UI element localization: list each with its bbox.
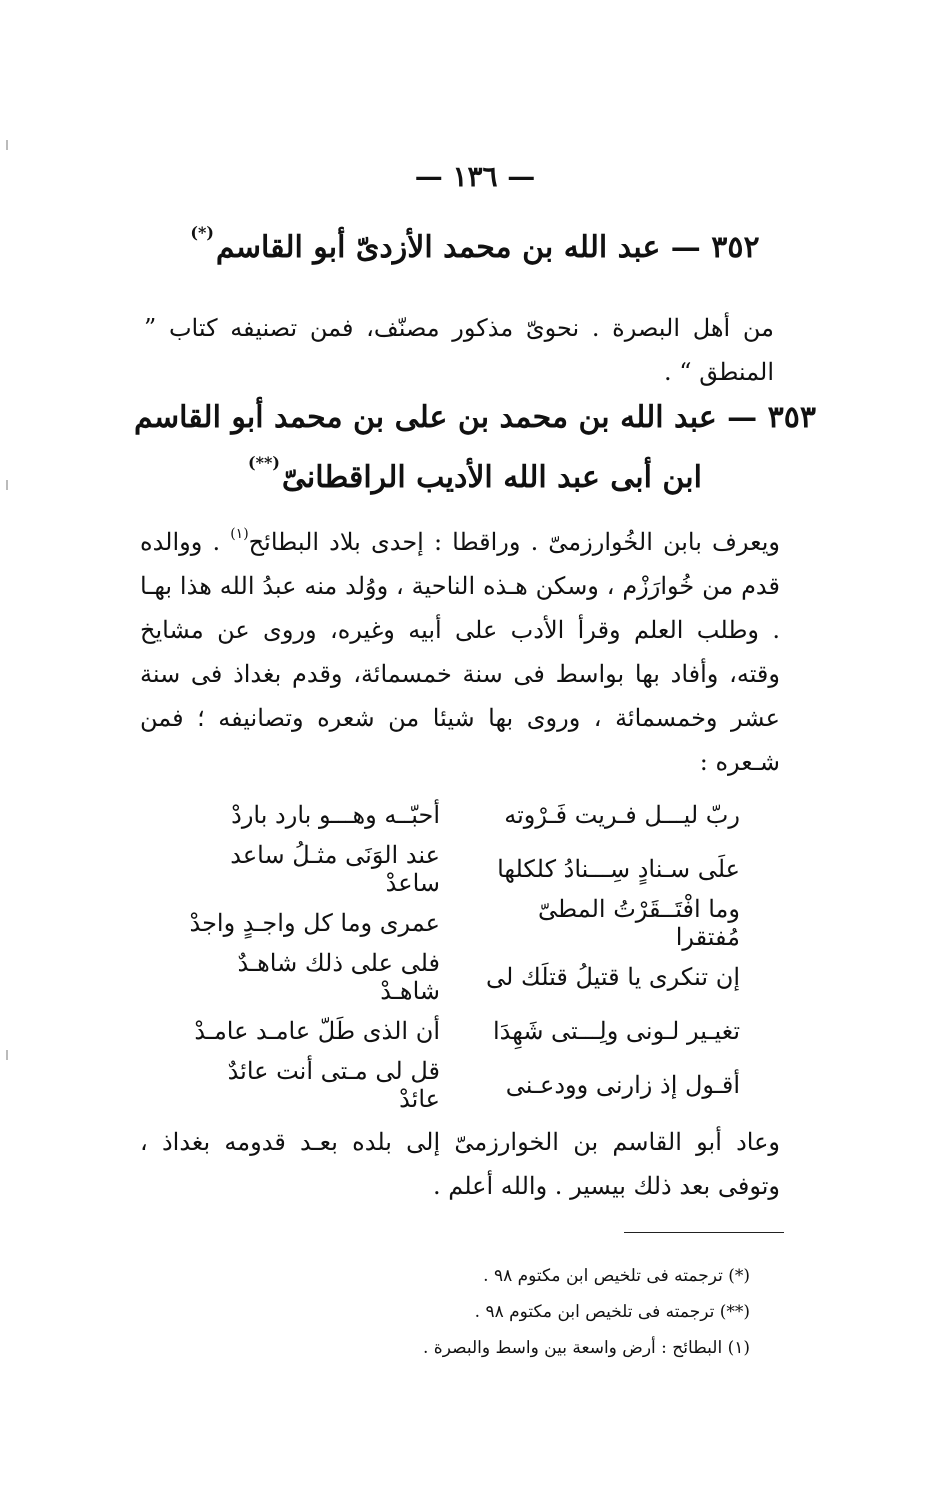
margin-mark	[6, 480, 8, 490]
footnote: (١) البطائح : أرض واسعة بين واسط والبصرة .	[422, 1338, 750, 1358]
verse-second-hemistich: فلى على ذلك شاهـدٌ شاهـدْ	[237, 949, 440, 1005]
entry-352-body: من أهل البصرة . نحوىّ مذكور مصنّف، فمن تصنيفه كتاب ” المنطق “ .	[144, 314, 774, 386]
entry-352-footnote-marker: (*)	[190, 223, 214, 242]
footnotes	[230, 1258, 750, 1366]
verse-first-hemistich: تغيـير لـونى ولِـــتى شَهِدَا	[492, 1017, 740, 1045]
footnote: (*) ترجمته فى تلخيص ابن مكتوم ٩٨ .	[483, 1266, 750, 1286]
poem-verse	[180, 788, 740, 842]
entry-353-body-part2: . ووالده قدم من خُوارَزْم ، وسكن هـذه الناحية ، ووُلد منه عبدُ الله هذا بهـا . وطلب العلم وقرأ الأدب على أبيه وغيره، وروى عن مشايخ وقته، وأفاد بها بواسط فى سنة خمسمائة، وقدم بغداذ فى سنة عشر وخمسمائة ، وروى بها شيئا من شعره وتصانيفه ؛ فمن شـعره :	[140, 528, 780, 776]
verse-first-hemistich: وما افْتَــقَرْتُ المطىّ مُفتقرا	[538, 895, 740, 951]
poem	[180, 788, 740, 1112]
verse-second-hemistich: عند الوَنَى مثـلُ ساعد ساعدْ	[230, 841, 440, 897]
verse-first-hemistich: ربّ ليـــل فـريت فَـرْوته	[504, 801, 740, 829]
poem-verse	[180, 896, 740, 950]
entry-353-heading-line2-text: ابن أبى عبد الله الأديب الراقطانىّ	[281, 460, 702, 495]
page-number: — ١٣٦ —	[414, 160, 536, 193]
entry-353-heading-line2	[0, 453, 950, 499]
footnote-ref-1: (١)	[230, 526, 249, 542]
entry-353-body-part1: ويعرف بابن الخُوارزمىّ . وراقطا : إحدى بلاد البطائح	[248, 528, 781, 556]
entry-353-heading-line1: ٣٥٣ — عبد الله بن محمد بن على بن محمد أبو القاسم	[134, 400, 816, 435]
verse-second-hemistich: عمرى وما كل واجـدٍ واجدْ	[189, 909, 440, 937]
closing-paragraph: وعاد أبو القاسم بن الخوارزمىّ إلى بلده بعـد قدومه بغداذ ، وتوفى بعد ذلك بيسير . والله أعلم .	[140, 1128, 780, 1200]
margin-mark	[6, 1050, 8, 1060]
verse-first-hemistich: إن تنكرى يا قتيلُ قتلَك لى	[486, 963, 740, 991]
verse-second-hemistich: أحبّــه وهـــو بارد باردْ	[231, 801, 440, 829]
margin-mark	[6, 140, 8, 150]
footnote: (**) ترجمته فى تلخيص ابن مكتوم ٩٨ .	[474, 1302, 750, 1322]
verse-second-hemistich: قل لى مـتى أنت عائدٌ عائدْ	[227, 1057, 440, 1113]
entry-352-heading-text: ٣٥٢ — عبد الله بن محمد الأزدىّ أبو القاسم	[215, 230, 760, 265]
poem-verse	[180, 1004, 740, 1058]
verse-first-hemistich: أقـول إذ زارنى وودعـنى	[505, 1071, 740, 1099]
poem-verse	[180, 950, 740, 1004]
poem-verse	[180, 842, 740, 896]
poem-verse	[180, 1058, 740, 1112]
footnote-divider	[624, 1232, 784, 1233]
entry-353-footnote-marker: (**)	[248, 453, 280, 472]
verse-second-hemistich: أن الذى طَلّ عامـد عامـدْ	[194, 1017, 440, 1045]
entry-352-heading	[0, 223, 950, 269]
entry-353-body	[140, 520, 780, 784]
verse-first-hemistich: علَى سـنادٍ سِـــنادُ كلكلها	[497, 855, 740, 883]
